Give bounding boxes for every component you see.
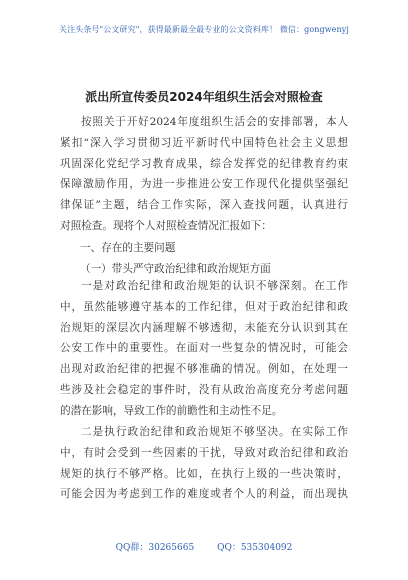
header-banner: 关注头条号"公文研究"，获得最新最全最专业的公文资料库！ 微信：gongwenyj [59, 25, 349, 34]
section-heading: 一、存在的主要问题 [80, 242, 176, 254]
paragraph-two [60, 422, 348, 505]
paragraph-one [60, 276, 348, 422]
text-line: 二是执行政治纪律和政治规矩不够坚决。在实际工作 [81, 426, 348, 438]
text-line: 紧扣“深入学习贯彻习近平新时代中国特色社会主义思想 [60, 136, 348, 149]
text-line: 公安工作中的重要性。在面对一些复杂的情况时，可能会 [60, 342, 348, 355]
footer-contact [0, 540, 408, 553]
text-line: 治规矩的深层次内涵理解不够透彻，未能充分认识到其在 [60, 321, 348, 334]
text-line: 对照检查。现将个人对照检查情况汇报如下： [60, 219, 272, 232]
text-line: 保障激励作用，为进一步推进公安工作现代化提供坚强纪 [60, 178, 348, 191]
subsection-heading: （一）带头严守政治纪律和政治规矩方面 [80, 263, 271, 275]
text-line: 按照关于开好2024年度组织生活会的安排部署，本人 [81, 116, 348, 128]
qq-number: QQ：535304092 [217, 543, 293, 553]
text-line: 一是对政治纪律和政治规矩的认识不够深刻。在工作 [81, 280, 348, 292]
text-line: 律保证”主题，结合工作实际，深入查找问题，认真进行 [60, 199, 348, 212]
intro-paragraph [60, 112, 348, 237]
document-title: 派出所宣传委员2024年组织生活会对照检查 [85, 90, 323, 104]
text-line: 些涉及社会稳定的事件时，没有从政治高度充分考虑问题 [60, 383, 348, 396]
text-line: 巩固深化党纪学习教育成果，综合发挥党的纪律教育约束 [60, 157, 348, 170]
text-line: 的潜在影响，导致工作的前瞻性和主动性不足。 [60, 404, 283, 417]
text-line: 中，有时会受到一些因素的干扰，导致对政治纪律和政治 [60, 446, 348, 459]
text-line: 出现对政治纪律的把握不够准确的情况。例如，在处理一 [60, 363, 348, 376]
text-line: 规矩的执行不够严格。比如，在执行上级的一些决策时， [60, 467, 348, 480]
text-line: 可能会因为考虑到工作的难度或者个人的利益，而出现执 [60, 488, 348, 501]
text-line: 中，虽然能够遵守基本的工作纪律，但对于政治纪律和政 [60, 300, 348, 313]
qq-group-number: QQ群：30265665 [115, 543, 195, 553]
